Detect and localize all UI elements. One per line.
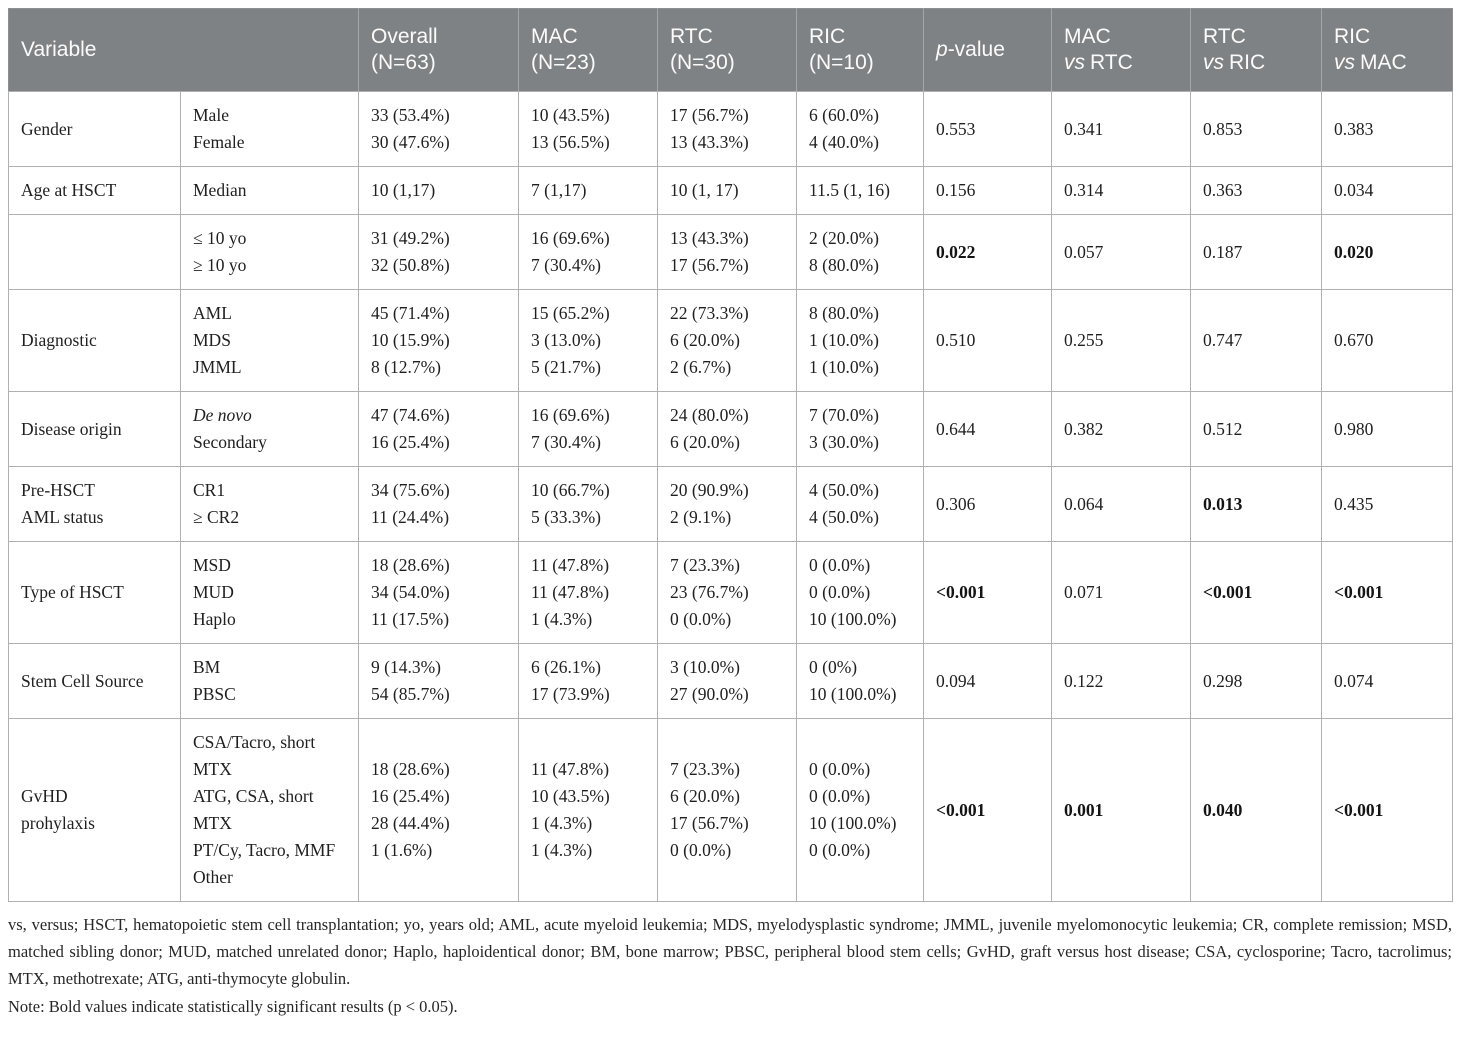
variable-cell: Type of HSCT	[9, 542, 181, 644]
p-mac-vs-rtc-cell: 0.064	[1052, 467, 1191, 542]
header-overall: Overall (N=63)	[359, 9, 519, 92]
mac-cell: 7 (1,17)	[519, 167, 658, 215]
header-variable-label: Variable	[21, 38, 97, 61]
p-ric-vs-mac-cell: 0.074	[1322, 644, 1453, 719]
p-mac-vs-rtc-cell: 0.255	[1052, 290, 1191, 392]
ric-cell: 8 (80.0%) 1 (10.0%) 1 (10.0%)	[797, 290, 924, 392]
table-row	[9, 215, 1453, 290]
p-rtc-vs-ric-cell: 0.747	[1191, 290, 1322, 392]
header-ric: RIC (N=10)	[797, 9, 924, 92]
p-ric-vs-mac-cell: 0.020	[1322, 215, 1453, 290]
header-rtc: RTC (N=30)	[658, 9, 797, 92]
rtc-cell: 22 (73.3%) 6 (20.0%) 2 (6.7%)	[658, 290, 797, 392]
category-cell: AML MDS JMML	[181, 290, 359, 392]
characteristics-table	[8, 8, 1453, 902]
header-mac-vs-rtc: MAC vs RTC	[1052, 9, 1191, 92]
overall-cell: 10 (1,17)	[359, 167, 519, 215]
rtc-cell: 20 (90.9%) 2 (9.1%)	[658, 467, 797, 542]
p-value-cell: 0.306	[924, 467, 1052, 542]
p-value-cell: <0.001	[924, 542, 1052, 644]
rtc-cell: 7 (23.3%) 6 (20.0%) 17 (56.7%) 0 (0.0%)	[658, 719, 797, 902]
p-rtc-vs-ric-cell: 0.298	[1191, 644, 1322, 719]
overall-cell: 34 (75.6%) 11 (24.4%)	[359, 467, 519, 542]
p-rtc-vs-ric-cell: 0.512	[1191, 392, 1322, 467]
p-rtc-vs-ric-cell: 0.363	[1191, 167, 1322, 215]
p-rtc-vs-ric-cell: 0.853	[1191, 92, 1322, 167]
table-row	[9, 467, 1453, 542]
overall-cell: 33 (53.4%) 30 (47.6%)	[359, 92, 519, 167]
p-value-cell: 0.644	[924, 392, 1052, 467]
header-variable	[9, 9, 359, 92]
rtc-cell: 24 (80.0%) 6 (20.0%)	[658, 392, 797, 467]
ric-cell: 0 (0%) 10 (100.0%)	[797, 644, 924, 719]
mac-cell: 16 (69.6%) 7 (30.4%)	[519, 215, 658, 290]
ric-cell: 7 (70.0%) 3 (30.0%)	[797, 392, 924, 467]
variable-cell: Gender	[9, 92, 181, 167]
header-row	[9, 9, 1453, 92]
rtc-cell: 17 (56.7%) 13 (43.3%)	[658, 92, 797, 167]
p-value-cell: 0.156	[924, 167, 1052, 215]
category-cell: Male Female	[181, 92, 359, 167]
variable-cell: GvHD prohylaxis	[9, 719, 181, 902]
table-row	[9, 644, 1453, 719]
p-mac-vs-rtc-cell: 0.001	[1052, 719, 1191, 902]
p-value-cell: 0.510	[924, 290, 1052, 392]
table-row	[9, 392, 1453, 467]
ric-cell: 2 (20.0%) 8 (80.0%)	[797, 215, 924, 290]
p-rtc-vs-ric-cell: <0.001	[1191, 542, 1322, 644]
variable-cell: Age at HSCT	[9, 167, 181, 215]
p-ric-vs-mac-cell: <0.001	[1322, 719, 1453, 902]
overall-cell: 18 (28.6%) 16 (25.4%) 28 (44.4%) 1 (1.6%)	[359, 719, 519, 902]
overall-cell: 31 (49.2%) 32 (50.8%)	[359, 215, 519, 290]
variable-cell: Diagnostic	[9, 290, 181, 392]
p-ric-vs-mac-cell: <0.001	[1322, 542, 1453, 644]
p-value-cell: 0.553	[924, 92, 1052, 167]
category-cell: CR1 ≥ CR2	[181, 467, 359, 542]
p-mac-vs-rtc-cell: 0.382	[1052, 392, 1191, 467]
overall-cell: 47 (74.6%) 16 (25.4%)	[359, 392, 519, 467]
table-footnote	[8, 902, 1452, 1020]
p-rtc-vs-ric-cell: 0.187	[1191, 215, 1322, 290]
category-cell: CSA/Tacro, short MTX ATG, CSA, short MTX PT/Cy, Tacro, MMF Other	[181, 719, 359, 902]
overall-cell: 18 (28.6%) 34 (54.0%) 11 (17.5%)	[359, 542, 519, 644]
header-ric-vs-mac: RIC vs MAC	[1322, 9, 1453, 92]
ric-cell: 0 (0.0%) 0 (0.0%) 10 (100.0%)	[797, 542, 924, 644]
rtc-cell: 13 (43.3%) 17 (56.7%)	[658, 215, 797, 290]
header-p-value: p-value	[924, 9, 1052, 92]
variable-cell: Pre-HSCT AML status	[9, 467, 181, 542]
mac-cell: 15 (65.2%) 3 (13.0%) 5 (21.7%)	[519, 290, 658, 392]
category-cell: ≤ 10 yo ≥ 10 yo	[181, 215, 359, 290]
mac-cell: 11 (47.8%) 10 (43.5%) 1 (4.3%) 1 (4.3%)	[519, 719, 658, 902]
category-cell: Median	[181, 167, 359, 215]
table-row	[9, 542, 1453, 644]
category-cell: BM PBSC	[181, 644, 359, 719]
category-cell: MSD MUD Haplo	[181, 542, 359, 644]
note-text: Note: Bold values indicate statistically significant results (p < 0.05).	[8, 997, 458, 1016]
variable-cell: Disease origin	[9, 392, 181, 467]
mac-cell: 10 (43.5%) 13 (56.5%)	[519, 92, 658, 167]
table-row	[9, 719, 1453, 902]
p-ric-vs-mac-cell: 0.980	[1322, 392, 1453, 467]
p-ric-vs-mac-cell: 0.034	[1322, 167, 1453, 215]
mac-cell: 11 (47.8%) 11 (47.8%) 1 (4.3%)	[519, 542, 658, 644]
p-rtc-vs-ric-cell: 0.013	[1191, 467, 1322, 542]
ric-cell: 6 (60.0%) 4 (40.0%)	[797, 92, 924, 167]
ric-cell: 0 (0.0%) 0 (0.0%) 10 (100.0%) 0 (0.0%)	[797, 719, 924, 902]
table-row	[9, 92, 1453, 167]
p-mac-vs-rtc-cell: 0.341	[1052, 92, 1191, 167]
p-ric-vs-mac-cell: 0.383	[1322, 92, 1453, 167]
p-rtc-vs-ric-cell: 0.040	[1191, 719, 1322, 902]
rtc-cell: 10 (1, 17)	[658, 167, 797, 215]
mac-cell: 6 (26.1%) 17 (73.9%)	[519, 644, 658, 719]
mac-cell: 16 (69.6%) 7 (30.4%)	[519, 392, 658, 467]
header-mac: MAC (N=23)	[519, 9, 658, 92]
table-row	[9, 290, 1453, 392]
p-mac-vs-rtc-cell: 0.122	[1052, 644, 1191, 719]
overall-cell: 9 (14.3%) 54 (85.7%)	[359, 644, 519, 719]
category-cell: De novo Secondary	[181, 392, 359, 467]
p-ric-vs-mac-cell: 0.670	[1322, 290, 1453, 392]
p-ric-vs-mac-cell: 0.435	[1322, 467, 1453, 542]
table-header	[9, 9, 1453, 92]
abbreviations-text: vs, versus; HSCT, hematopoietic stem cell transplantation; yo, years old; AML, acute myeloid leukemia; MDS, myelodysplastic syndrome; JMML, juvenile myelomonocytic leukemia; CR, complete remission; MSD, matched sibling donor; MUD, matched unrelated donor; Haplo, haploidentical donor; BM, bone marrow; PBSC, peripheral blood stem cells; GvHD, graft versus host disease; CSA, cyclosporine; Tacro, tacrolimus; MTX, methotrexate; ATG, anti-thymocyte globulin.	[8, 915, 1452, 988]
table-body	[9, 92, 1453, 902]
header-rtc-vs-ric: RTC vs RIC	[1191, 9, 1322, 92]
p-mac-vs-rtc-cell: 0.057	[1052, 215, 1191, 290]
overall-cell: 45 (71.4%) 10 (15.9%) 8 (12.7%)	[359, 290, 519, 392]
mac-cell: 10 (66.7%) 5 (33.3%)	[519, 467, 658, 542]
p-mac-vs-rtc-cell: 0.071	[1052, 542, 1191, 644]
ric-cell: 11.5 (1, 16)	[797, 167, 924, 215]
p-value-cell: <0.001	[924, 719, 1052, 902]
p-value-cell: 0.022	[924, 215, 1052, 290]
rtc-cell: 7 (23.3%) 23 (76.7%) 0 (0.0%)	[658, 542, 797, 644]
ric-cell: 4 (50.0%) 4 (50.0%)	[797, 467, 924, 542]
p-mac-vs-rtc-cell: 0.314	[1052, 167, 1191, 215]
rtc-cell: 3 (10.0%) 27 (90.0%)	[658, 644, 797, 719]
variable-cell: Stem Cell Source	[9, 644, 181, 719]
table-row	[9, 167, 1453, 215]
p-value-cell: 0.094	[924, 644, 1052, 719]
variable-cell	[9, 215, 181, 290]
